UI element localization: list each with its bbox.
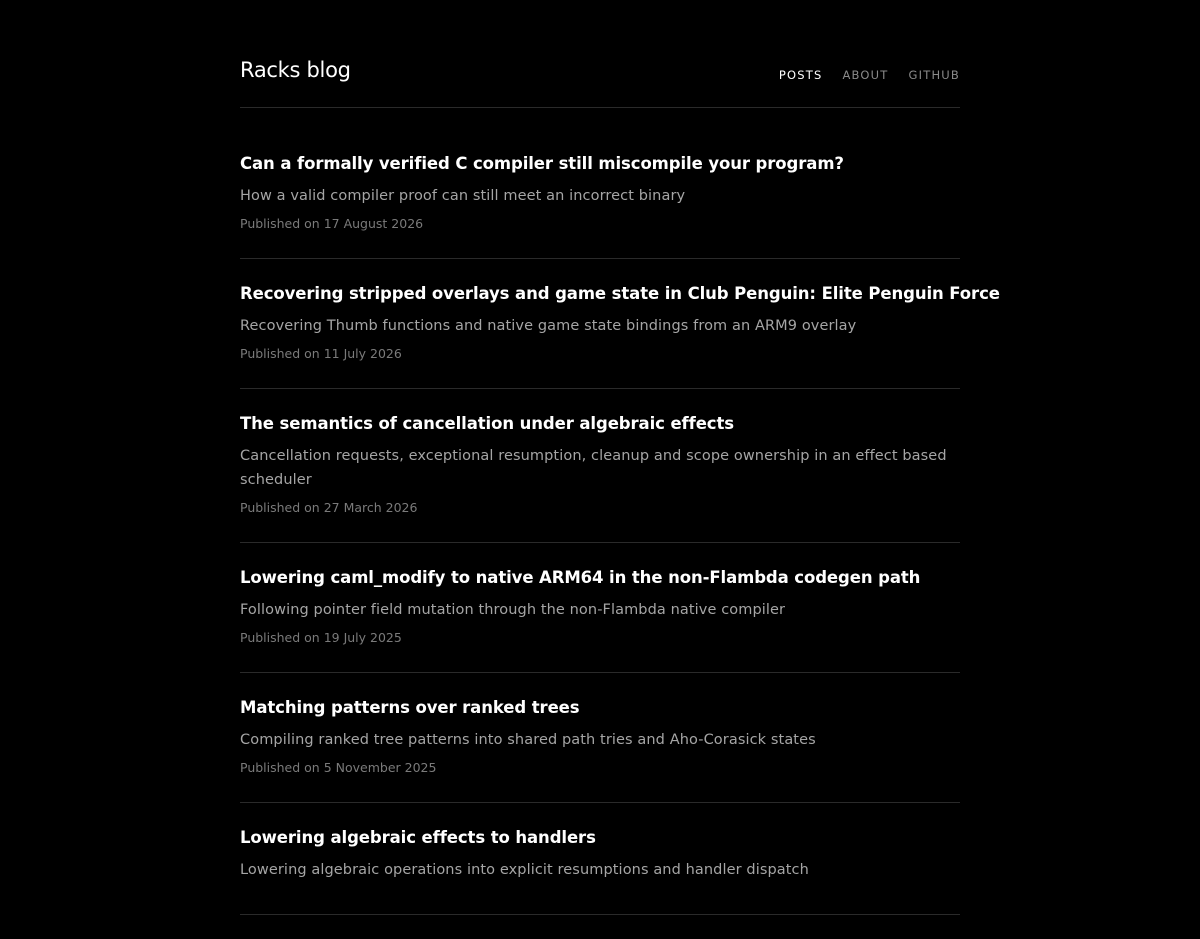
- post-description: Recovering Thumb functions and native game state bindings from an ARM9 overlay: [240, 318, 857, 334]
- post-title-link[interactable]: Matching patterns over ranked trees: [240, 698, 580, 717]
- post-date: Published on 19 July 2025: [240, 630, 402, 645]
- nav-github-link[interactable]: GITHUB: [908, 68, 960, 82]
- post-item: [240, 827, 960, 915]
- post-item: [240, 567, 960, 673]
- post-date: Published on 11 July 2026: [240, 346, 402, 361]
- post-date: Published on 17 August 2026: [240, 216, 424, 231]
- post-title-link[interactable]: Recovering stripped overlays and game state in Club Penguin: Elite Penguin Force: [240, 284, 1000, 303]
- nav-about-link[interactable]: ABOUT: [842, 68, 889, 82]
- post-title-link[interactable]: Lowering algebraic effects to handlers: [240, 828, 596, 847]
- post-description: Lowering algebraic operations into explicit resumptions and handler dispatch: [240, 862, 809, 878]
- main-nav: [779, 68, 960, 82]
- post-description: Cancellation requests, exceptional resumption, cleanup and scope ownership in an effect based scheduler: [240, 448, 947, 488]
- post-list: [240, 153, 1000, 915]
- post-description: How a valid compiler proof can still meet an incorrect binary: [240, 188, 686, 204]
- post-date: Published on 27 March 2026: [240, 500, 418, 515]
- page-container: [240, 0, 1000, 939]
- post-title-link[interactable]: The semantics of cancellation under algebraic effects: [240, 414, 734, 433]
- post-title-link[interactable]: Can a formally verified C compiler still miscompile your program?: [240, 154, 844, 173]
- nav-posts-link[interactable]: POSTS: [778, 68, 823, 82]
- site-title-link[interactable]: Racks blog: [240, 58, 351, 82]
- post-date: Published on 5 November 2025: [240, 760, 437, 775]
- post-description: Compiling ranked tree patterns into shared path tries and Aho-Corasick states: [240, 732, 816, 748]
- post-title-link[interactable]: Lowering caml_modify to native ARM64 in the non-Flambda codegen path: [240, 568, 921, 587]
- post-item: [240, 283, 1000, 389]
- site-header: [240, 0, 960, 108]
- post-description: Following pointer field mutation through the non-Flambda native compiler: [240, 602, 786, 618]
- post-item: [240, 153, 960, 259]
- post-item: [240, 697, 960, 803]
- post-item: [240, 413, 960, 543]
